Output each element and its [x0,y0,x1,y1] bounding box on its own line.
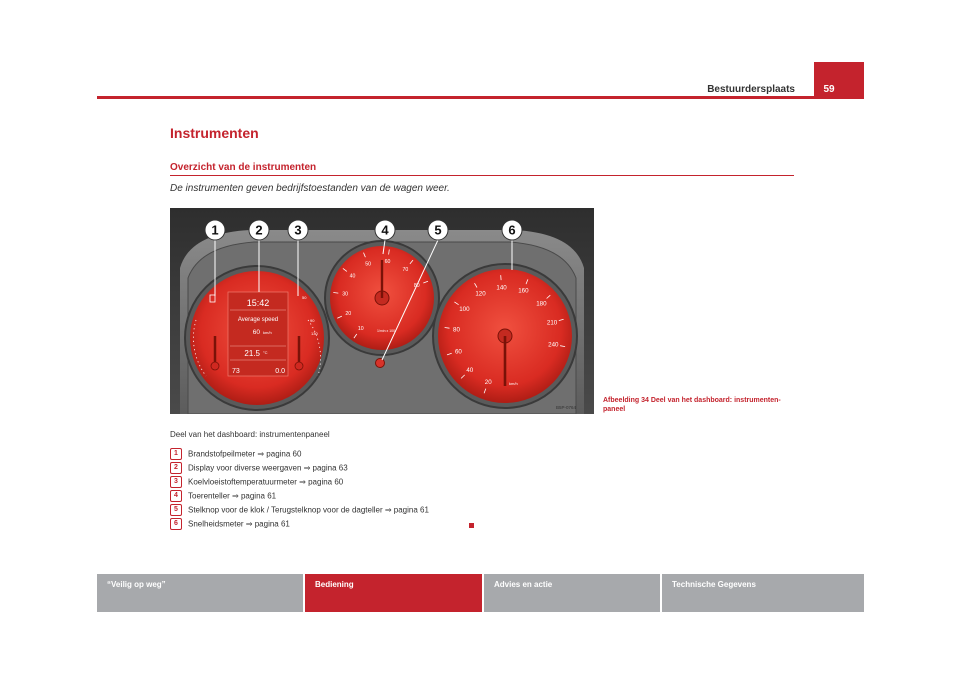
figure-caption: Afbeelding 34 Deel van het dashboard: instrumenten-paneel [603,397,781,413]
legend-number: 2 [170,462,182,474]
footer-tab-operation[interactable]: Bediening [305,574,482,612]
speedo-tick-label: 180 [536,300,547,308]
display-odo: 73 [232,368,240,375]
legend-item [170,518,290,530]
instrument-cluster-figure [170,208,594,414]
legend-text: Toerenteller ⇒ pagina 61 [188,491,277,501]
speedo-tick-label: 60 [454,348,462,356]
section-subtitle: Overzicht van de instrumenten [170,162,317,173]
callout-number: 3 [294,222,302,238]
temp-tick: 50 [302,295,307,300]
tacho-tick-label: 60 [384,259,391,266]
speedo-tick-label: 240 [548,341,559,349]
speedo-tick-label: 100 [459,305,470,313]
section-end-marker [469,523,474,528]
reset-knob [376,359,385,368]
legend-number: 1 [170,448,182,460]
display-speed-unit: km/h [263,330,272,335]
tacho-unit: 1/min x 100 [376,329,396,333]
tacho-tick-label: 30 [342,291,349,298]
speedo-tick-label: 140 [496,284,507,292]
legend-number: 3 [170,476,182,488]
figure-code: B5P-0764 [555,405,577,410]
legend-number: 5 [170,504,182,516]
display-time: 15:42 [246,298,270,308]
legend-item [170,490,276,502]
speedo-tick-label: 160 [518,287,529,295]
legend-heading: Deel van het dashboard: instrumentenpaneel [170,430,330,439]
tacho-tick-label: 20 [345,311,352,317]
callout-number: 1 [211,222,219,238]
section-title: Bestuurdersplaats [707,84,795,95]
tacho-tick-label: 50 [365,261,371,268]
display-temp: 21.5 [244,349,260,358]
display-speed: 60 [252,329,260,336]
callout-number: 4 [381,222,389,238]
speedo-tick-label: 80 [453,326,460,334]
tacho-tick-label: 70 [402,267,409,274]
legend-item [170,462,348,474]
display-temp-unit: °C [263,350,268,355]
tacho-tick-label: 10 [357,326,364,333]
speedo-tick-label: 40 [466,367,474,375]
display-trip: 0.0 [275,368,285,375]
tacho-tick-label: 80 [413,283,420,290]
footer-tab-advice[interactable]: Advies en actie [484,574,660,612]
legend-text: Brandstofpeilmeter ⇒ pagina 60 [188,449,302,459]
legend-item [170,448,301,460]
temp-tick: 90 [310,318,315,323]
legend-number: 4 [170,490,182,502]
legend-text: Koelvloeistoftemperatuurmeter ⇒ pagina 60 [188,477,344,487]
intro-text: De instrumenten geven bedrijfstoestanden van de wagen weer. [170,183,450,194]
temp-tick: 130 [311,331,318,336]
tacho-tick-label: 40 [349,273,356,280]
footer-tab-technical[interactable]: Technische Gegevens [662,574,864,612]
legend-text: Snelheidsmeter ⇒ pagina 61 [188,519,290,529]
legend-number: 6 [170,518,182,530]
callout-number: 2 [255,222,263,238]
callout-number: 6 [508,222,516,238]
display-mode: Average speed [237,317,279,323]
subtitle-rule [170,175,794,176]
footer-tab-safety[interactable]: “Veilig op weg” [97,574,303,612]
speedo-tick-label: 210 [546,319,558,327]
legend-text: Display voor diverse weergaven ⇒ pagina 63 [188,463,348,473]
page-number: 59 [823,84,835,95]
speedo-tick-label: 120 [475,290,486,298]
speedo-unit: km/h [509,381,518,386]
header-rule [97,96,864,99]
legend-item [170,504,429,516]
page-title: Instrumenten [170,125,259,141]
callout-number: 5 [434,222,442,238]
legend-item [170,476,343,488]
speedo-tick-label: 20 [484,379,492,387]
legend-text: Stelknop voor de klok / Terugstelknop voor de dagteller ⇒ pagina 61 [188,505,429,515]
